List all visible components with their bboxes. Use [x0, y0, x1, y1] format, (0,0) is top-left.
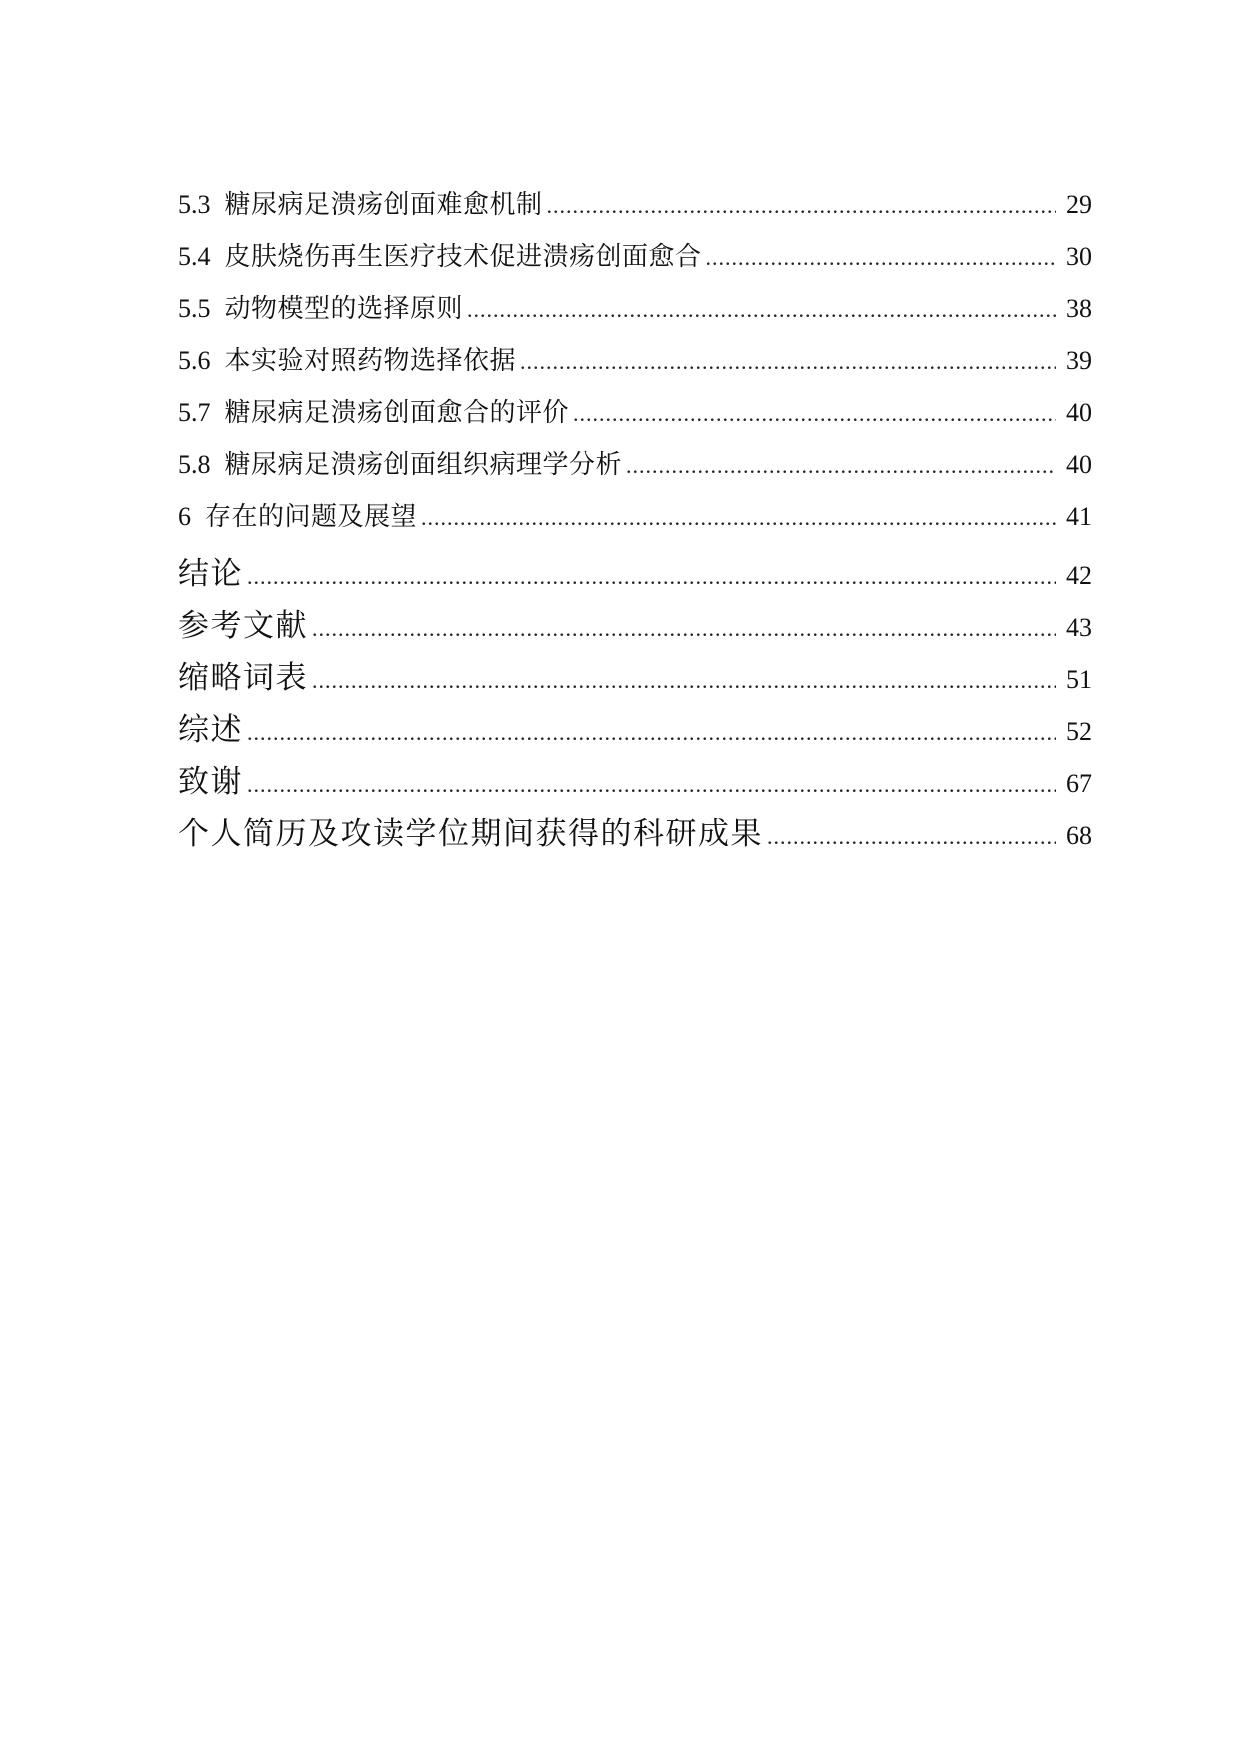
toc-entry-page: 51 [1066, 665, 1092, 694]
toc-entry-title: 糖尿病足溃疡创面愈合的评价 [224, 398, 570, 428]
dot-leader [312, 616, 1056, 642]
toc-entry-resume[interactable] [178, 808, 1092, 860]
toc-entry-page: 38 [1066, 294, 1092, 323]
dot-leader [520, 349, 1056, 375]
toc-entry-number: 5.6 [178, 346, 211, 375]
dot-leader [767, 824, 1056, 850]
toc-entry-5-8[interactable] [178, 444, 1092, 496]
toc-entry-page: 40 [1066, 450, 1092, 479]
toc-entry-title: 糖尿病足溃疡创面难愈机制 [224, 190, 543, 220]
toc-entry-page: 41 [1066, 502, 1092, 531]
toc-entry-page: 68 [1066, 821, 1092, 850]
toc-entry-title: 缩略词表 [178, 660, 308, 696]
toc-entry-references[interactable] [178, 600, 1092, 652]
dot-leader [312, 668, 1056, 694]
toc-entry-title: 糖尿病足溃疡创面组织病理学分析 [224, 450, 623, 480]
toc-entry-5-3[interactable] [178, 184, 1092, 236]
toc-entry-number: 5.4 [178, 242, 211, 271]
toc-entry-page: 39 [1066, 346, 1092, 375]
toc-entry-title: 综述 [178, 712, 243, 748]
toc-entry-number: 6 [178, 502, 191, 531]
dot-leader [247, 720, 1056, 746]
toc-entry-5-6[interactable] [178, 340, 1092, 392]
dot-leader [247, 564, 1056, 590]
dot-leader [547, 193, 1056, 219]
toc-entry-review[interactable] [178, 704, 1092, 756]
dot-leader [421, 505, 1056, 531]
toc-entry-number: 5.3 [178, 190, 211, 219]
toc-entry-title: 致谢 [178, 764, 243, 800]
toc-entry-title: 本实验对照药物选择依据 [224, 346, 517, 376]
toc-entry-page: 30 [1066, 242, 1092, 271]
toc-entry-page: 52 [1066, 717, 1092, 746]
toc-entry-page: 43 [1066, 613, 1092, 642]
dot-leader [706, 245, 1056, 271]
toc-entry-acknowledgements[interactable] [178, 756, 1092, 808]
dot-leader [626, 453, 1056, 479]
toc-entry-number: 5.5 [178, 294, 211, 323]
toc-entry-5-7[interactable] [178, 392, 1092, 444]
toc-entry-title: 参考文献 [178, 608, 308, 644]
toc-entry-title: 结论 [178, 556, 243, 592]
toc-entry-page: 29 [1066, 190, 1092, 219]
toc-entry-5-5[interactable] [178, 288, 1092, 340]
toc-entry-page: 67 [1066, 769, 1092, 798]
dot-leader [247, 772, 1056, 798]
toc-entry-title: 存在的问题及展望 [205, 502, 418, 532]
toc-entry-6[interactable] [178, 496, 1092, 548]
toc-entry-number: 5.8 [178, 450, 211, 479]
toc-entry-5-4[interactable] [178, 236, 1092, 288]
toc-entry-number: 5.7 [178, 398, 211, 427]
dot-leader [467, 297, 1056, 323]
toc-entry-page: 42 [1066, 561, 1092, 590]
toc-entry-conclusion[interactable] [178, 548, 1092, 600]
toc-entry-page: 40 [1066, 398, 1092, 427]
toc-entry-title: 动物模型的选择原则 [224, 294, 464, 324]
toc-entry-title: 皮肤烧伤再生医疗技术促进溃疡创面愈合 [224, 242, 702, 272]
table-of-contents [178, 184, 1092, 860]
toc-entry-abbreviations[interactable] [178, 652, 1092, 704]
dot-leader [573, 401, 1056, 427]
toc-entry-title: 个人简历及攻读学位期间获得的科研成果 [178, 816, 763, 852]
